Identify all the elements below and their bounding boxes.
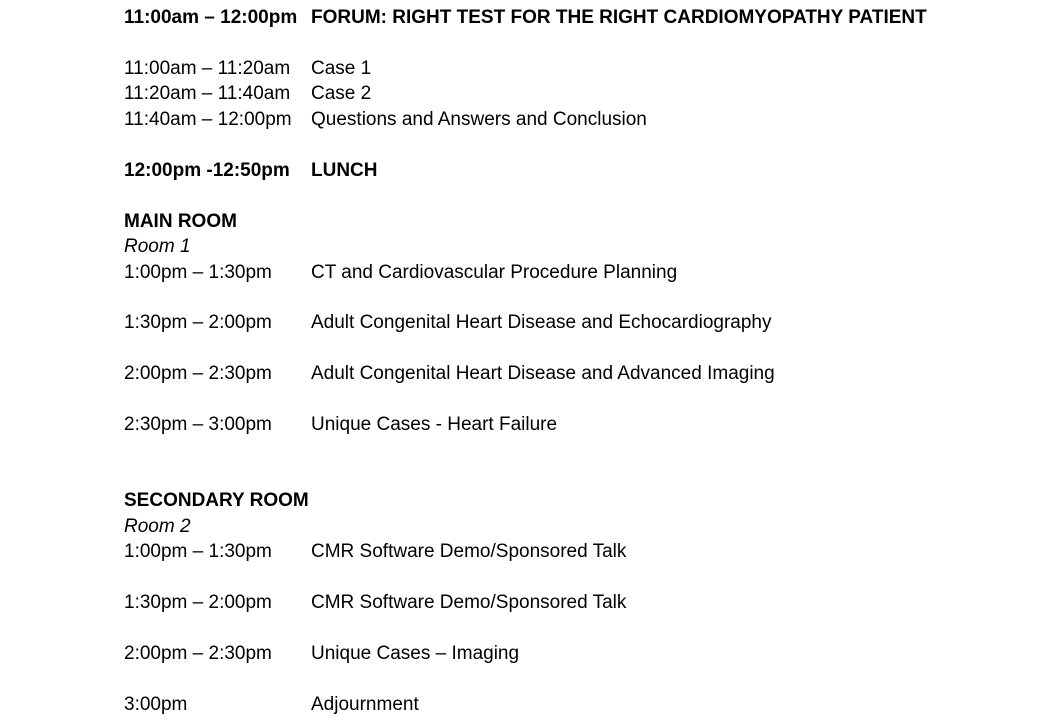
session-time: 1:30pm – 2:00pm xyxy=(124,312,272,333)
session-title: Case 1 xyxy=(311,58,372,79)
forum-header-title: FORUM: RIGHT TEST FOR THE RIGHT CARDIOMYOPATHY PATIENT xyxy=(311,7,927,28)
session-title: Questions and Answers and Conclusion xyxy=(311,109,647,130)
session-time: 1:00pm – 1:30pm xyxy=(124,541,272,562)
lunch-title: LUNCH xyxy=(311,160,378,181)
session-title: Unique Cases - Heart Failure xyxy=(311,414,558,435)
secondary-room-label: Room 2 xyxy=(124,516,191,537)
session-title: Case 2 xyxy=(311,83,372,104)
session-title: Adult Congenital Heart Disease and Echocardiography xyxy=(311,312,772,333)
session-title: CMR Software Demo/Sponsored Talk xyxy=(311,592,627,613)
session-time: 1:30pm – 2:00pm xyxy=(124,592,272,613)
session-title: Adjournment xyxy=(311,694,419,715)
session-time: 11:20am – 11:40am xyxy=(124,83,291,104)
session-title: Adult Congenital Heart Disease and Advanced Imaging xyxy=(311,363,775,384)
session-title: CMR Software Demo/Sponsored Talk xyxy=(311,541,627,562)
session-title: CT and Cardiovascular Procedure Planning xyxy=(311,262,678,283)
session-time: 3:00pm xyxy=(124,694,188,715)
secondary-room-heading: SECONDARY ROOM xyxy=(124,490,309,511)
session-time: 11:40am – 12:00pm xyxy=(124,109,292,130)
main-room-label: Room 1 xyxy=(124,236,191,257)
main-room-heading: MAIN ROOM xyxy=(124,211,237,232)
session-time: 11:00am – 11:20am xyxy=(124,58,291,79)
session-time: 2:30pm – 3:00pm xyxy=(124,414,272,435)
forum-header-time: 11:00am – 12:00pm xyxy=(124,7,298,28)
lunch-time: 12:00pm -12:50pm xyxy=(124,160,290,181)
session-time: 2:00pm – 2:30pm xyxy=(124,363,272,384)
session-time: 1:00pm – 1:30pm xyxy=(124,262,272,283)
session-title: Unique Cases – Imaging xyxy=(311,643,520,664)
session-time: 2:00pm – 2:30pm xyxy=(124,643,272,664)
